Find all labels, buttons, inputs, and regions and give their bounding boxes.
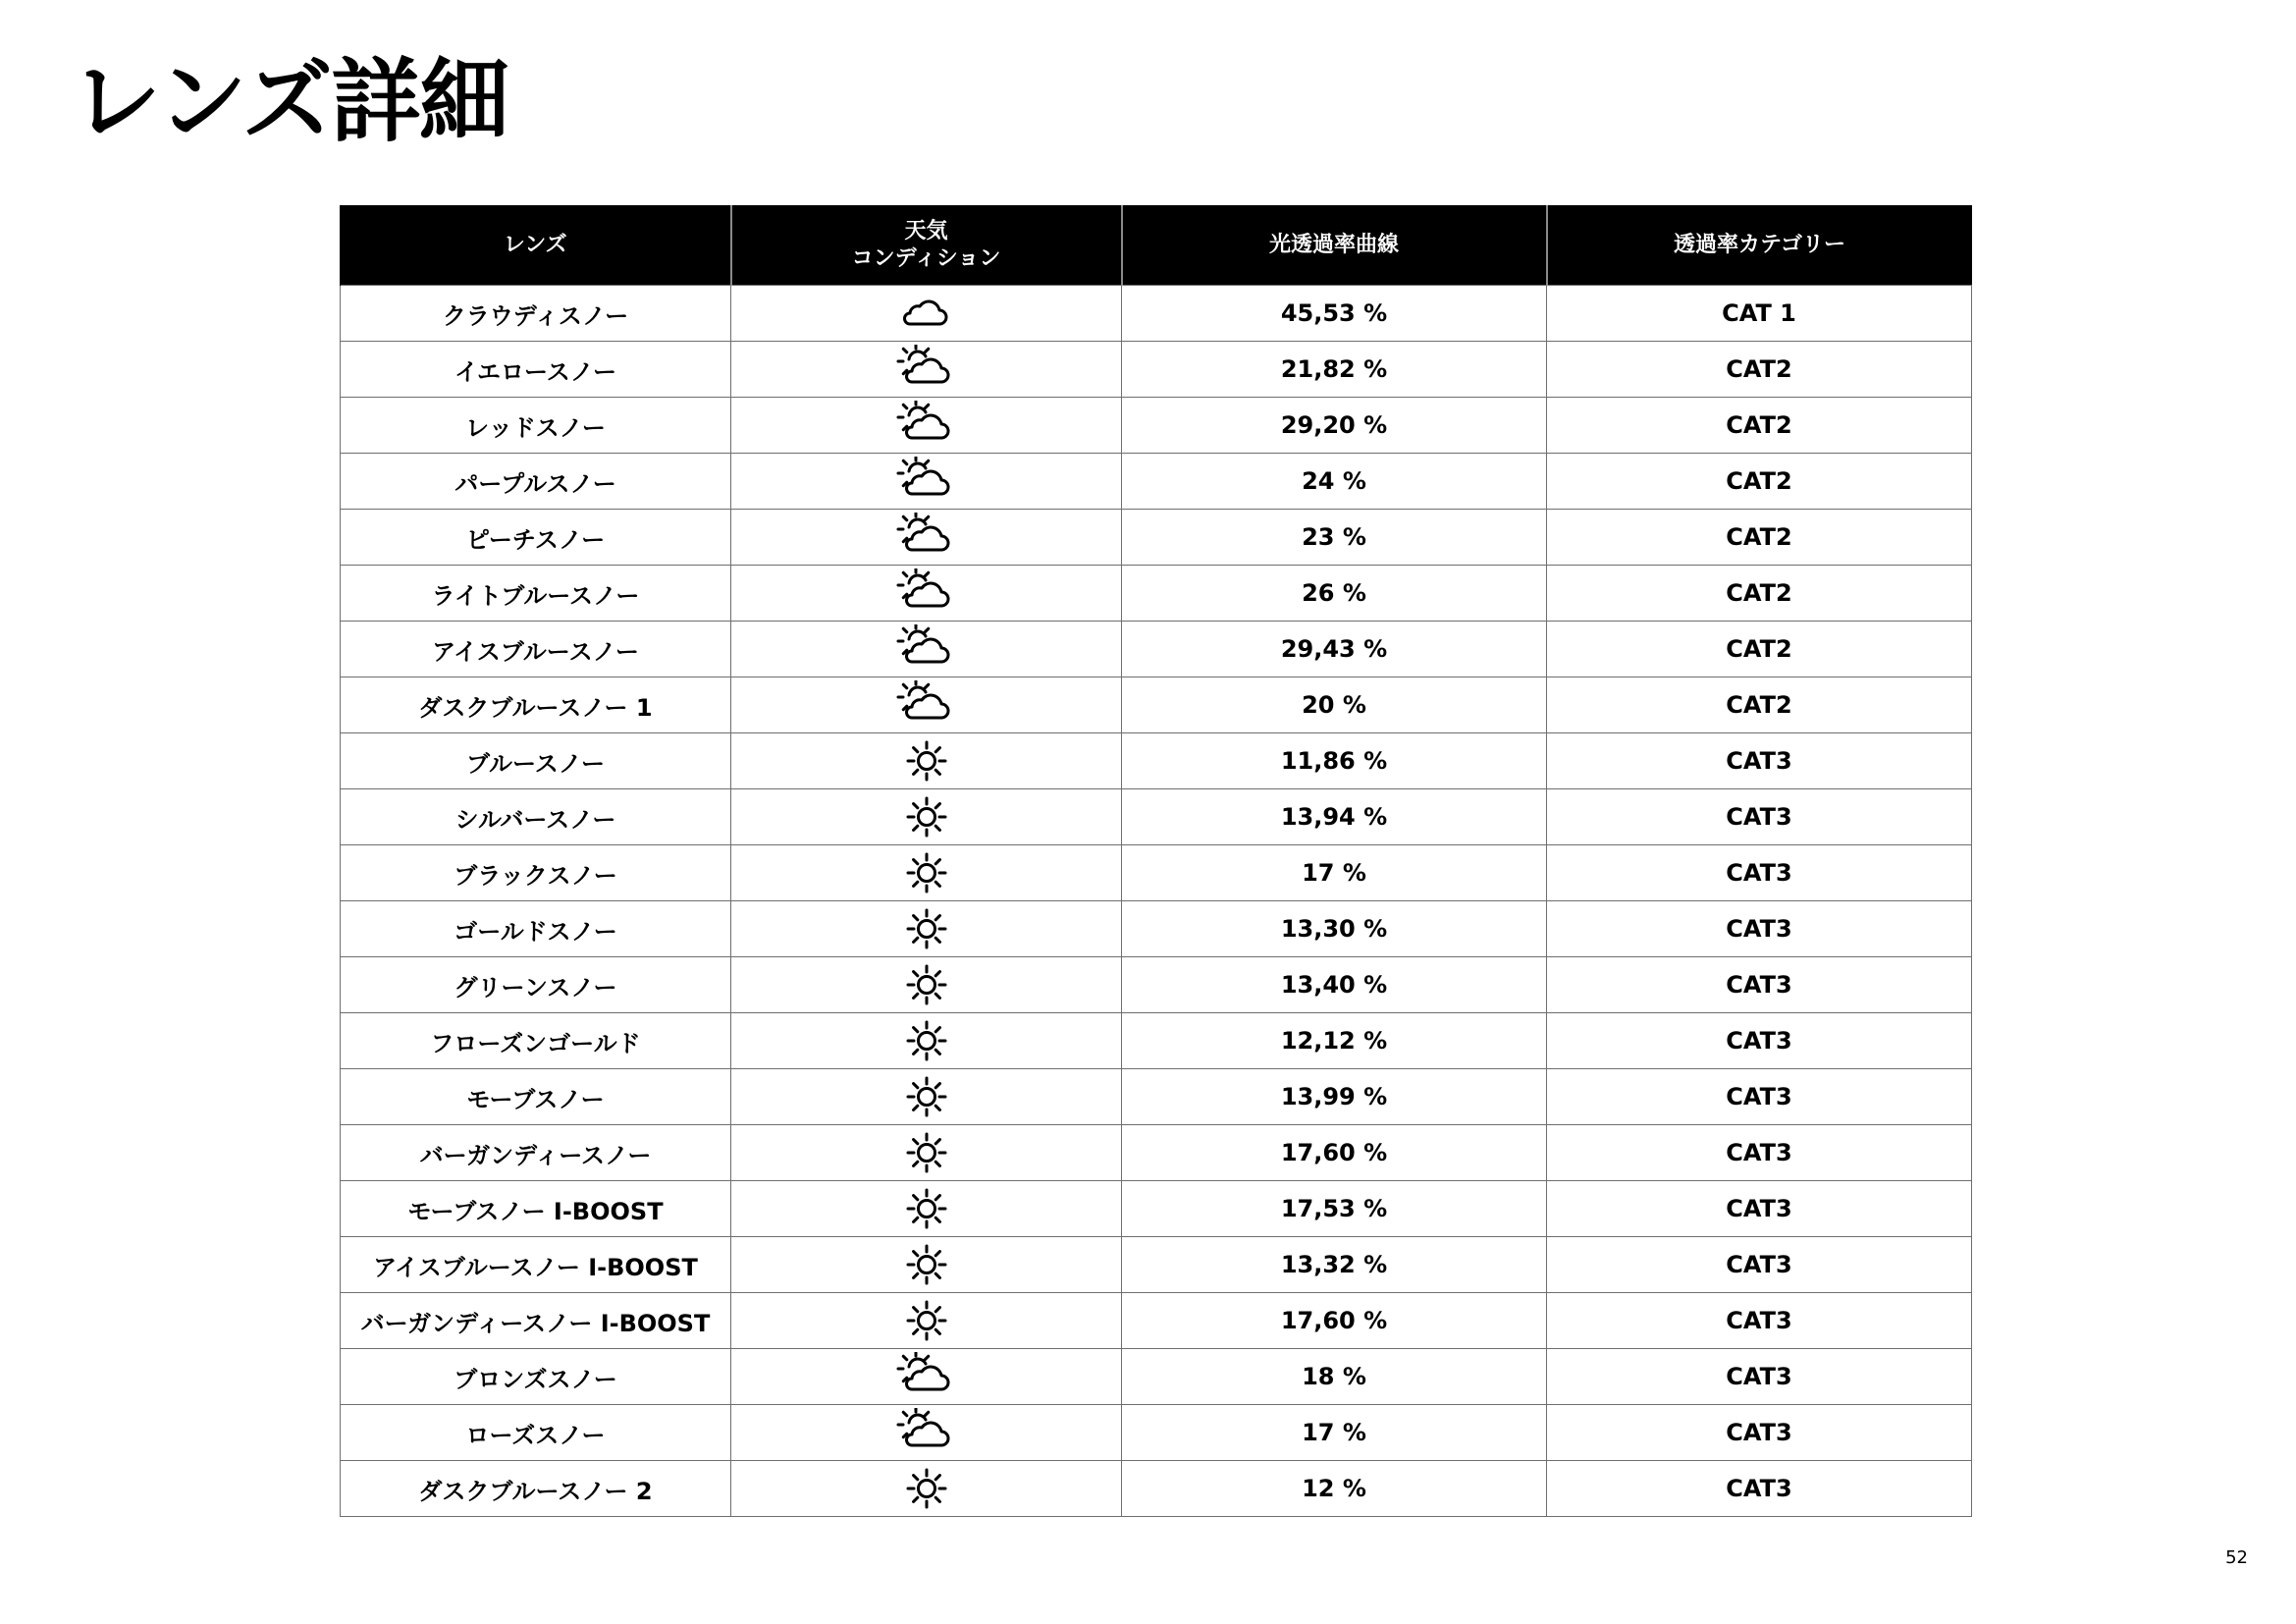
table-body	[341, 286, 1972, 1517]
transmission-category: CAT3	[1547, 789, 1972, 845]
transmission-category: CAT2	[1547, 622, 1972, 677]
sun-cloud-icon	[896, 1352, 957, 1401]
sun-icon	[896, 1128, 957, 1177]
table-row	[341, 1125, 1972, 1181]
lens-name: ブロンズスノー	[341, 1349, 731, 1405]
table-row	[341, 1293, 1972, 1349]
weather-condition	[731, 1013, 1122, 1069]
light-transmission: 29,20 %	[1122, 398, 1547, 454]
transmission-category: CAT3	[1547, 1125, 1972, 1181]
sun-cloud-icon	[896, 345, 957, 394]
lens-table	[340, 205, 1972, 1517]
lens-name: ピーチスノー	[341, 510, 731, 566]
transmission-category: CAT3	[1547, 1349, 1972, 1405]
table-row	[341, 454, 1972, 510]
lens-name: シルバースノー	[341, 789, 731, 845]
transmission-category: CAT2	[1547, 342, 1972, 398]
weather-condition	[731, 845, 1122, 901]
table-header-row	[341, 205, 1972, 286]
table-row	[341, 622, 1972, 677]
lens-name: アイスブルースノー	[341, 622, 731, 677]
lens-name: バーガンディースノー	[341, 1125, 731, 1181]
sun-icon	[896, 1464, 957, 1513]
transmission-category: CAT3	[1547, 1013, 1972, 1069]
transmission-category: CAT3	[1547, 733, 1972, 789]
weather-condition	[731, 1069, 1122, 1125]
weather-condition	[731, 1349, 1122, 1405]
table-row	[341, 342, 1972, 398]
lens-name: アイスブルースノー I-BOOST	[341, 1237, 731, 1293]
sun-icon	[896, 1072, 957, 1121]
light-transmission: 23 %	[1122, 510, 1547, 566]
weather-condition	[731, 789, 1122, 845]
sun-icon	[896, 736, 957, 785]
table-row	[341, 1013, 1972, 1069]
table-row	[341, 286, 1972, 342]
light-transmission: 17,53 %	[1122, 1181, 1547, 1237]
sun-icon	[896, 792, 957, 841]
light-transmission: 11,86 %	[1122, 733, 1547, 789]
transmission-category: CAT 1	[1547, 286, 1972, 342]
lens-name: イエロースノー	[341, 342, 731, 398]
light-transmission: 45,53 %	[1122, 286, 1547, 342]
sun-icon	[896, 1016, 957, 1065]
table-row	[341, 677, 1972, 733]
light-transmission: 21,82 %	[1122, 342, 1547, 398]
lens-name: ゴールドスノー	[341, 901, 731, 957]
light-transmission: 13,30 %	[1122, 901, 1547, 957]
lens-name: ブルースノー	[341, 733, 731, 789]
light-transmission: 12,12 %	[1122, 1013, 1547, 1069]
light-transmission: 12 %	[1122, 1461, 1547, 1517]
light-transmission: 20 %	[1122, 677, 1547, 733]
table-row	[341, 1405, 1972, 1461]
sun-cloud-icon	[896, 680, 957, 730]
sun-icon	[896, 960, 957, 1009]
transmission-category: CAT3	[1547, 957, 1972, 1013]
light-transmission: 17,60 %	[1122, 1125, 1547, 1181]
weather-condition	[731, 398, 1122, 454]
table-row	[341, 1237, 1972, 1293]
table-row	[341, 398, 1972, 454]
weather-condition	[731, 1293, 1122, 1349]
transmission-category: CAT2	[1547, 454, 1972, 510]
weather-condition	[731, 1237, 1122, 1293]
light-transmission: 17 %	[1122, 845, 1547, 901]
table-row	[341, 845, 1972, 901]
light-transmission: 18 %	[1122, 1349, 1547, 1405]
light-transmission: 24 %	[1122, 454, 1547, 510]
header-lens: レンズ	[341, 205, 731, 286]
page-number: 52	[2225, 1547, 2248, 1568]
table-row	[341, 566, 1972, 622]
weather-condition	[731, 1405, 1122, 1461]
light-transmission: 13,99 %	[1122, 1069, 1547, 1125]
transmission-category: CAT2	[1547, 566, 1972, 622]
lens-name: ダスクブルースノー 2	[341, 1461, 731, 1517]
weather-condition	[731, 957, 1122, 1013]
lens-name: モーブスノー I-BOOST	[341, 1181, 731, 1237]
weather-condition	[731, 901, 1122, 957]
table-row	[341, 789, 1972, 845]
table-row	[341, 1349, 1972, 1405]
weather-condition	[731, 733, 1122, 789]
header-transmission: 光透過率曲線	[1122, 205, 1547, 286]
lens-name: モーブスノー	[341, 1069, 731, 1125]
lens-name: バーガンディースノー I-BOOST	[341, 1293, 731, 1349]
light-transmission: 13,32 %	[1122, 1237, 1547, 1293]
table-row	[341, 1181, 1972, 1237]
transmission-category: CAT3	[1547, 1461, 1972, 1517]
transmission-category: CAT3	[1547, 1237, 1972, 1293]
sun-icon	[896, 904, 957, 953]
weather-condition	[731, 286, 1122, 342]
lens-name: ブラックスノー	[341, 845, 731, 901]
light-transmission: 13,94 %	[1122, 789, 1547, 845]
header-category: 透過率カテゴリー	[1547, 205, 1972, 286]
lens-name: ライトブルースノー	[341, 566, 731, 622]
light-transmission: 26 %	[1122, 566, 1547, 622]
weather-condition	[731, 677, 1122, 733]
weather-condition	[731, 1125, 1122, 1181]
weather-condition	[731, 1181, 1122, 1237]
header-weather	[731, 205, 1122, 286]
transmission-category: CAT3	[1547, 1293, 1972, 1349]
weather-condition	[731, 622, 1122, 677]
light-transmission: 29,43 %	[1122, 622, 1547, 677]
light-transmission: 17 %	[1122, 1405, 1547, 1461]
lens-name: パープルスノー	[341, 454, 731, 510]
header-weather-label: 天気 コンディション	[851, 218, 1001, 271]
lens-name: グリーンスノー	[341, 957, 731, 1013]
weather-condition	[731, 342, 1122, 398]
table-row	[341, 1069, 1972, 1125]
weather-condition	[731, 454, 1122, 510]
sun-cloud-icon	[896, 1408, 957, 1457]
lens-name: ローズスノー	[341, 1405, 731, 1461]
lens-name: クラウディスノー	[341, 286, 731, 342]
sun-cloud-icon	[896, 513, 957, 562]
sun-icon	[896, 1296, 957, 1345]
transmission-category: CAT2	[1547, 677, 1972, 733]
transmission-category: CAT3	[1547, 1181, 1972, 1237]
sun-cloud-icon	[896, 457, 957, 506]
sun-cloud-icon	[896, 401, 957, 450]
sun-icon	[896, 1240, 957, 1289]
transmission-category: CAT2	[1547, 510, 1972, 566]
table-row	[341, 510, 1972, 566]
table-row	[341, 1461, 1972, 1517]
transmission-category: CAT3	[1547, 1069, 1972, 1125]
table-row	[341, 901, 1972, 957]
sun-icon	[896, 848, 957, 897]
transmission-category: CAT2	[1547, 398, 1972, 454]
sun-icon	[896, 1184, 957, 1233]
page-title: レンズ詳細	[71, 49, 507, 154]
transmission-category: CAT3	[1547, 901, 1972, 957]
cloud-icon	[896, 289, 957, 338]
lens-name: ダスクブルースノー 1	[341, 677, 731, 733]
lens-name: フローズンゴールド	[341, 1013, 731, 1069]
sun-cloud-icon	[896, 568, 957, 618]
table-row	[341, 733, 1972, 789]
sun-cloud-icon	[896, 624, 957, 674]
light-transmission: 13,40 %	[1122, 957, 1547, 1013]
weather-condition	[731, 1461, 1122, 1517]
table-row	[341, 957, 1972, 1013]
light-transmission: 17,60 %	[1122, 1293, 1547, 1349]
weather-condition	[731, 566, 1122, 622]
transmission-category: CAT3	[1547, 1405, 1972, 1461]
weather-condition	[731, 510, 1122, 566]
lens-name: レッドスノー	[341, 398, 731, 454]
transmission-category: CAT3	[1547, 845, 1972, 901]
